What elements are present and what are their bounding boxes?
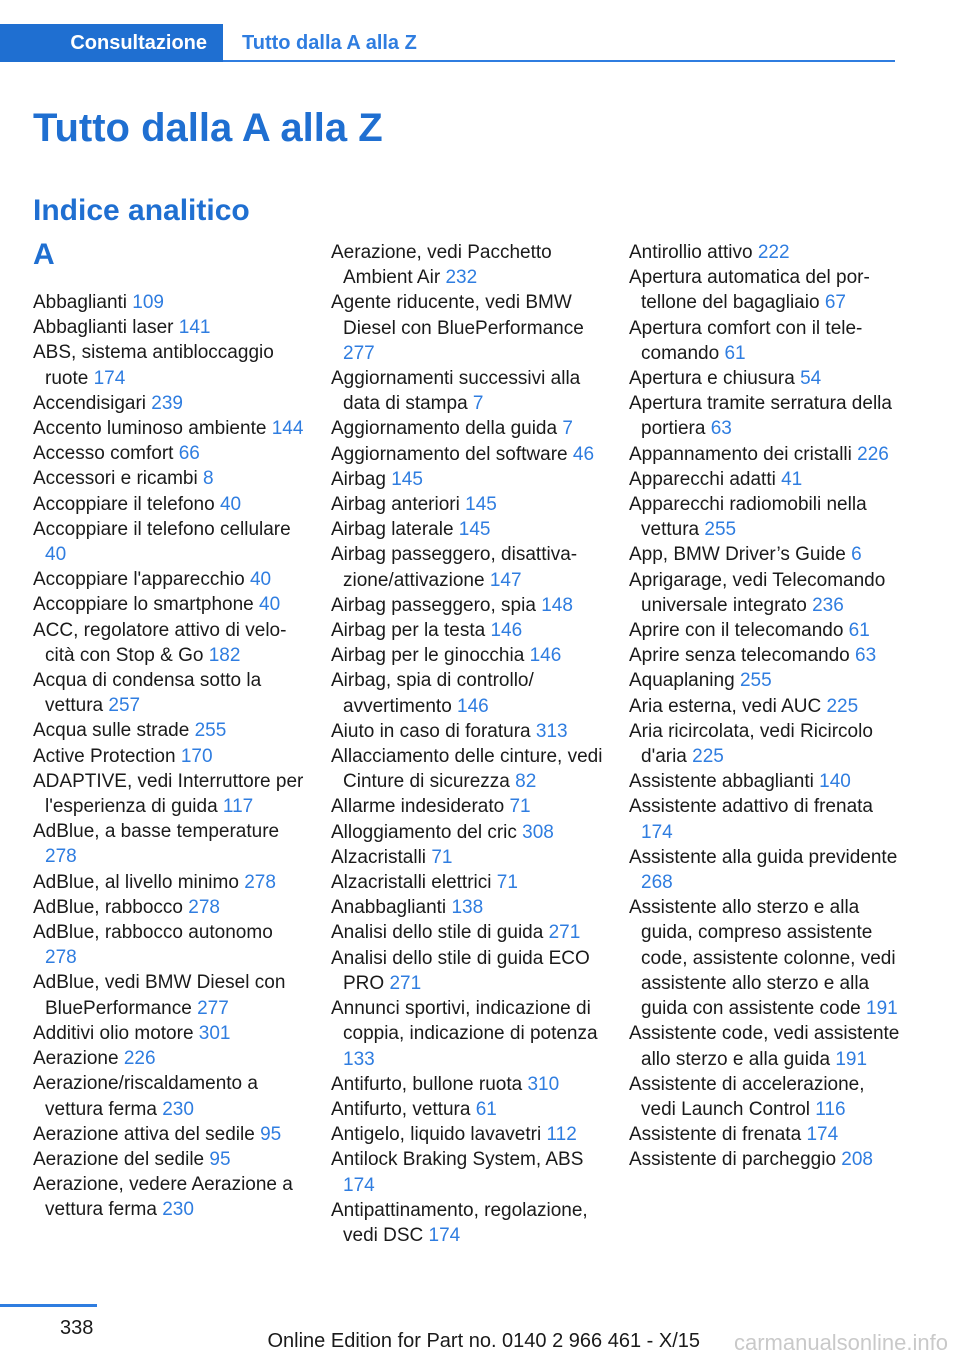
index-term: Aggiornamenti successivi alla data di stampa <box>331 368 581 415</box>
page-reference-link[interactable]: 145 <box>458 519 491 541</box>
index-term: Aerazione attiva del sedile <box>33 1123 261 1145</box>
index-term: Additivi olio motore <box>33 1022 199 1044</box>
index-term: Accoppiare l'apparecchio <box>33 569 250 591</box>
index-term: App, BMW Driver’s Guide <box>629 544 852 566</box>
page-reference-link[interactable]: 117 <box>222 796 254 818</box>
index-entry <box>33 1147 305 1172</box>
index-entry <box>331 1198 603 1248</box>
page-reference-link[interactable]: 146 <box>457 695 489 717</box>
index-term: Antipattinamento, regolazione, vedi DSC <box>331 1199 588 1246</box>
index-entry <box>33 870 305 895</box>
page-reference-link[interactable]: 7 <box>472 393 484 415</box>
index-column-2 <box>331 240 603 1248</box>
index-entry <box>629 265 901 315</box>
index-term: Abbaglianti laser <box>33 317 179 339</box>
index-entry <box>331 542 603 592</box>
page-reference-link[interactable]: 61 <box>848 620 870 642</box>
index-column-3 <box>629 240 901 1173</box>
index-entry <box>331 290 603 366</box>
index-term: Airbag <box>331 468 392 490</box>
index-term: Assistente di frenata <box>629 1124 807 1146</box>
index-entry <box>33 895 305 920</box>
page-reference-link[interactable]: 232 <box>445 267 478 289</box>
index-term: Apertura comfort con il telecomando <box>629 317 863 364</box>
page-title: Tutto dalla A alla Z <box>33 106 383 150</box>
index-term: Antigelo, liquido lavavetri <box>331 1124 547 1146</box>
index-term: Assistente abbaglianti <box>629 771 820 793</box>
index-entry <box>33 970 305 1020</box>
index-entry <box>331 996 603 1072</box>
index-entry <box>331 719 603 744</box>
index-term: Airbag passeggero, spia <box>331 594 542 616</box>
index-entry <box>629 391 901 441</box>
index-entries <box>33 290 305 1223</box>
index-entry <box>33 668 305 718</box>
index-term: Assistente code, vedi assistente allo sterzo e alla guida <box>629 1023 900 1070</box>
page-reference-link[interactable]: 41 <box>781 468 803 490</box>
index-entry <box>331 895 603 920</box>
page-reference-link[interactable]: 271 <box>548 922 581 944</box>
index-term: ABS, sistema antibloccaggio ruote <box>33 342 274 389</box>
index-term: Annunci sportivi, indicazione di coppia, indicazione di potenza <box>331 998 598 1045</box>
page-reference-link[interactable]: 191 <box>835 1048 868 1070</box>
index-entry <box>331 366 603 416</box>
index-term: ACC, regolatore attivo di velocità con Stop & Go <box>33 619 287 666</box>
index-entry <box>33 769 305 819</box>
index-entry <box>33 492 305 517</box>
page-reference-link[interactable]: 63 <box>710 418 732 440</box>
index-entry <box>629 668 901 693</box>
page-reference-link[interactable]: 146 <box>490 620 523 642</box>
index-term: Aerazione, vedi Pacchetto Ambient Air <box>331 242 552 289</box>
index-entry <box>33 1046 305 1071</box>
index-entry <box>331 920 603 945</box>
page-reference-link[interactable]: 174 <box>93 367 126 389</box>
page-reference-link[interactable]: 40 <box>45 544 67 566</box>
index-entry <box>331 744 603 794</box>
page-reference-link[interactable]: 225 <box>826 695 859 717</box>
index-term: Allacciamento delle cinture, vedi Cinture di sicurezza <box>331 746 603 793</box>
page-reference-link[interactable]: 40 <box>249 569 272 591</box>
index-term: ADAPTIVE, vedi Interruttore per l'esperienza di guida <box>33 770 304 818</box>
index-term: Assistente alla guida previdente <box>629 846 898 868</box>
page-reference-link[interactable]: 255 <box>194 720 227 742</box>
index-entry <box>331 240 603 290</box>
index-term: Analisi dello stile di guida <box>331 922 549 944</box>
index-term: Airbag per la testa <box>331 620 491 642</box>
index-term: Antirollio attivo <box>629 242 758 263</box>
index-letter: A <box>33 238 55 271</box>
page-reference-link[interactable]: 82 <box>515 771 537 793</box>
index-term: Aiuto in caso di foratura <box>331 720 536 742</box>
page-reference-link[interactable]: 95 <box>260 1123 282 1145</box>
index-entry <box>629 316 901 366</box>
index-entry <box>629 845 901 895</box>
page-reference-link[interactable]: 170 <box>180 745 213 767</box>
page-reference-link[interactable]: 145 <box>465 494 497 516</box>
index-entry <box>331 794 603 819</box>
index-term: Antilock Braking System, ABS <box>331 1149 584 1171</box>
index-entry <box>331 668 603 718</box>
index-term: Assistente allo sterzo e alla guida, compreso assistente code, assistente colonne, vedi assistente allo sterzo e alla guida con assistente code <box>629 897 896 1020</box>
index-term: Apertura tramite serratura della portiera <box>629 393 892 440</box>
page-reference-link[interactable]: 144 <box>271 418 304 440</box>
page-reference-link[interactable]: 255 <box>739 670 772 692</box>
index-term: Accessori e ricambi <box>33 468 203 490</box>
index-entry <box>629 1072 901 1122</box>
index-entry <box>33 819 305 869</box>
page-reference-link[interactable]: 146 <box>529 645 562 667</box>
index-term: Alloggiamento del cric <box>331 821 523 843</box>
index-term: Acqua di condensa sotto la vettura <box>33 670 262 717</box>
page-reference-link[interactable]: 174 <box>806 1124 839 1146</box>
chapter-tab[interactable]: Consultazione <box>0 24 223 62</box>
index-term: Apparecchi radiomobili nella vettura <box>629 494 867 541</box>
breadcrumb[interactable]: Tutto dalla A alla Z <box>242 32 417 54</box>
index-entry <box>629 1147 901 1172</box>
index-entry <box>33 920 305 970</box>
page-reference-link[interactable]: 268 <box>641 872 673 894</box>
page-reference-link[interactable]: 141 <box>178 317 211 339</box>
page-reference-link[interactable]: 230 <box>162 1199 194 1221</box>
page-reference-link[interactable]: 71 <box>496 872 518 894</box>
index-term: Antifurto, bullone ruota <box>331 1073 528 1095</box>
index-entry <box>33 744 305 769</box>
page-reference-link[interactable]: 46 <box>572 443 595 465</box>
index-entry <box>33 315 305 340</box>
index-term: Aerazione, vedere Aerazione a vettura ferma <box>33 1174 293 1221</box>
page-reference-link[interactable]: 226 <box>123 1048 156 1070</box>
index-term: Apparecchi adatti <box>629 468 782 490</box>
edition-text: Online Edition for Part no. 0140 2 966 461 - X/15 <box>267 1330 700 1352</box>
index-entry <box>331 1072 603 1097</box>
page-reference-link[interactable]: 148 <box>541 594 573 616</box>
index-term: Allarme indesiderato <box>331 796 510 818</box>
index-term: Airbag, spia di controllo/ avvertimento <box>331 670 534 717</box>
index-term: Accoppiare il telefono cellulare <box>33 518 291 540</box>
section-title: Indice analitico <box>33 194 250 227</box>
page-reference-link[interactable]: 278 <box>45 846 77 868</box>
index-entry <box>33 466 305 491</box>
index-term: Apertura automatica del portellone del bagagliaio <box>629 267 870 314</box>
index-term: Airbag laterale <box>331 519 459 541</box>
index-entry <box>629 467 901 492</box>
watermark: carmanualsonline.info <box>733 1330 948 1355</box>
index-entry <box>331 416 603 441</box>
index-entry <box>629 694 901 719</box>
page-reference-link[interactable]: 225 <box>692 746 724 768</box>
page-reference-link[interactable]: 236 <box>812 594 844 616</box>
page-reference-link[interactable]: 147 <box>489 569 522 591</box>
index-entry <box>629 769 901 794</box>
page-number: 338 <box>60 1317 94 1339</box>
index-entries <box>629 240 901 1173</box>
page-reference-link[interactable]: 174 <box>343 1174 375 1196</box>
page-reference-link[interactable]: 255 <box>704 519 737 541</box>
index-term: Aerazione <box>33 1048 124 1070</box>
index-entry <box>331 946 603 996</box>
page-reference-link[interactable]: 257 <box>108 695 141 717</box>
index-term: AdBlue, a basse temperature <box>33 821 280 843</box>
page-reference-link[interactable]: 239 <box>151 392 183 414</box>
page-reference-link[interactable]: 222 <box>757 242 790 263</box>
index-term: Aprigarage, vedi Telecomando universale integrato <box>629 569 886 616</box>
index-term: Accoppiare il telefono <box>33 493 220 515</box>
index-entry <box>629 492 901 542</box>
index-entry <box>331 618 603 643</box>
index-term: Aria ricircolata, vedi Ricircolo d'aria <box>629 720 873 768</box>
page-reference-link[interactable]: 301 <box>198 1022 231 1044</box>
page-reference-link[interactable]: 63 <box>855 645 877 667</box>
index-entry <box>629 240 901 265</box>
page-reference-link[interactable]: 271 <box>389 972 422 994</box>
index-entry <box>629 542 901 567</box>
index-term: Appannamento dei cristalli <box>629 443 858 465</box>
page-reference-link[interactable]: 191 <box>866 998 898 1020</box>
index-term: Accesso comfort <box>33 443 179 465</box>
index-term: Accoppiare lo smartphone <box>33 594 260 616</box>
page-reference-link[interactable]: 66 <box>178 443 200 465</box>
index-entry <box>33 1021 305 1046</box>
page-reference-link[interactable]: 308 <box>522 821 554 843</box>
index-entry <box>33 1122 305 1147</box>
page-reference-link[interactable]: 278 <box>188 896 220 918</box>
index-entry <box>33 567 305 592</box>
index-entry <box>331 1147 603 1197</box>
index-term: Antifurto, vettura <box>331 1098 476 1120</box>
index-entry <box>629 794 901 844</box>
page-reference-link[interactable]: 61 <box>475 1098 497 1120</box>
edition-note <box>267 1330 700 1353</box>
index-term: Airbag anteriori <box>331 494 466 516</box>
index-column-1 <box>33 240 305 1223</box>
index-entry <box>33 290 305 315</box>
index-entry <box>33 517 305 567</box>
index-term: Accendisigari <box>33 392 152 414</box>
index-entries <box>331 240 603 1248</box>
index-entry <box>33 592 305 617</box>
page-reference-link[interactable]: 112 <box>546 1124 577 1146</box>
page-reference-link[interactable]: 7 <box>562 418 573 440</box>
index-term: Aerazione del sedile <box>33 1148 210 1170</box>
page-reference-link[interactable]: 71 <box>509 796 531 818</box>
index-entry <box>331 845 603 870</box>
page-reference-link[interactable]: 174 <box>641 821 673 843</box>
index-term: Aria esterna, vedi AUC <box>629 695 827 717</box>
index-entry <box>629 442 901 467</box>
page-reference-link[interactable]: 71 <box>431 846 453 868</box>
index-term: Airbag per le ginocchia <box>331 645 530 667</box>
page-reference-link[interactable]: 278 <box>45 947 77 969</box>
index-term: AdBlue, rabbocco <box>33 896 189 918</box>
index-term: Apertura e chiusura <box>629 368 801 390</box>
page-reference-link[interactable]: 145 <box>391 468 423 490</box>
index-term: Aprire senza telecomando <box>629 645 856 667</box>
index-term: Abbaglianti <box>33 292 133 313</box>
index-term: Aquaplaning <box>629 670 740 692</box>
index-entry <box>331 820 603 845</box>
page-reference-link[interactable]: 226 <box>857 443 889 465</box>
index-term: Aerazione/riscaldamento a vettura ferma <box>33 1073 258 1120</box>
index-entry <box>331 517 603 542</box>
index-term: Assistente di parcheggio <box>629 1149 842 1171</box>
page-reference-link[interactable]: 116 <box>815 1098 846 1120</box>
index-entry <box>331 492 603 517</box>
page-reference-link[interactable]: 61 <box>724 342 746 364</box>
index-term: Acqua sulle strade <box>33 720 195 742</box>
footer-rule <box>0 1304 97 1307</box>
index-term: AdBlue, rabbocco autonomo <box>33 922 273 944</box>
page-reference-link[interactable]: 67 <box>824 292 846 314</box>
page-reference-link[interactable]: 182 <box>208 644 241 666</box>
page-reference-link[interactable]: 277 <box>343 342 375 364</box>
index-entry <box>33 1071 305 1121</box>
index-term: Active Protection <box>33 745 181 767</box>
index-entry <box>331 467 603 492</box>
index-term: Accento luminoso ambiente <box>33 418 272 440</box>
index-term: Airbag passeggero, disattivazione/attivazione <box>331 544 578 591</box>
index-term: Aggiornamento della guida <box>331 418 563 440</box>
index-entry <box>33 718 305 743</box>
index-term: Aggiornamento del software <box>331 443 573 465</box>
page-reference-link[interactable]: 133 <box>343 1048 375 1070</box>
index-entry <box>331 1097 603 1122</box>
page-reference-link[interactable]: 277 <box>197 997 229 1019</box>
page-reference-link[interactable]: 40 <box>219 493 242 515</box>
index-entry <box>629 618 901 643</box>
index-entry <box>33 441 305 466</box>
page-reference-link[interactable]: 140 <box>819 771 851 793</box>
index-entry <box>629 895 901 1021</box>
index-entry <box>33 1172 305 1222</box>
index-term: Alzacristalli elettrici <box>331 872 497 894</box>
index-entry <box>629 1122 901 1147</box>
page-reference-link[interactable]: 109 <box>132 292 164 313</box>
index-entry <box>331 870 603 895</box>
index-term: Aprire con il telecomando <box>629 620 849 642</box>
index-entry <box>629 719 901 769</box>
index-term: Agente riducente, vedi BMW Diesel con BluePerformance <box>331 292 584 339</box>
page-reference-link[interactable]: 278 <box>244 871 276 893</box>
index-entry <box>33 391 305 416</box>
index-entry <box>331 593 603 618</box>
index-term: Assistente adattivo di frenata <box>629 796 873 818</box>
index-entry <box>33 340 305 390</box>
page-reference-link[interactable]: 230 <box>162 1098 194 1120</box>
index-term: Assistente di accelerazione, vedi Launch Control <box>629 1073 865 1120</box>
page-reference-link[interactable]: 40 <box>259 594 281 616</box>
page-reference-link[interactable]: 208 <box>841 1149 873 1171</box>
index-entry <box>331 643 603 668</box>
index-entry <box>331 1122 603 1147</box>
header-rule <box>223 60 895 62</box>
index-entry <box>629 568 901 618</box>
index-entry <box>33 618 305 668</box>
index-term: AdBlue, vedi BMW Diesel con BluePerformance <box>33 972 286 1019</box>
index-term: Alzacristalli <box>331 846 432 868</box>
index-entry <box>331 442 603 467</box>
page-reference-link[interactable]: 54 <box>800 368 822 390</box>
index-entry <box>629 366 901 391</box>
page-reference-link[interactable]: 313 <box>535 720 568 742</box>
index-term: Anabbaglianti <box>331 897 452 919</box>
page-reference-link[interactable]: 6 <box>851 544 862 566</box>
page-reference-link[interactable]: 95 <box>209 1148 231 1170</box>
running-header <box>0 24 895 62</box>
page-reference-link[interactable]: 174 <box>428 1224 461 1246</box>
index-entry <box>33 416 305 441</box>
index-term: AdBlue, al livello minimo <box>33 871 245 893</box>
page-reference-link[interactable]: 310 <box>527 1073 560 1095</box>
index-entry <box>629 1021 901 1071</box>
index-entry <box>629 643 901 668</box>
page-reference-link[interactable]: 8 <box>203 468 214 490</box>
page-reference-link[interactable]: 138 <box>451 897 484 919</box>
index-term: Analisi dello stile di guida ECO PRO <box>331 947 590 994</box>
